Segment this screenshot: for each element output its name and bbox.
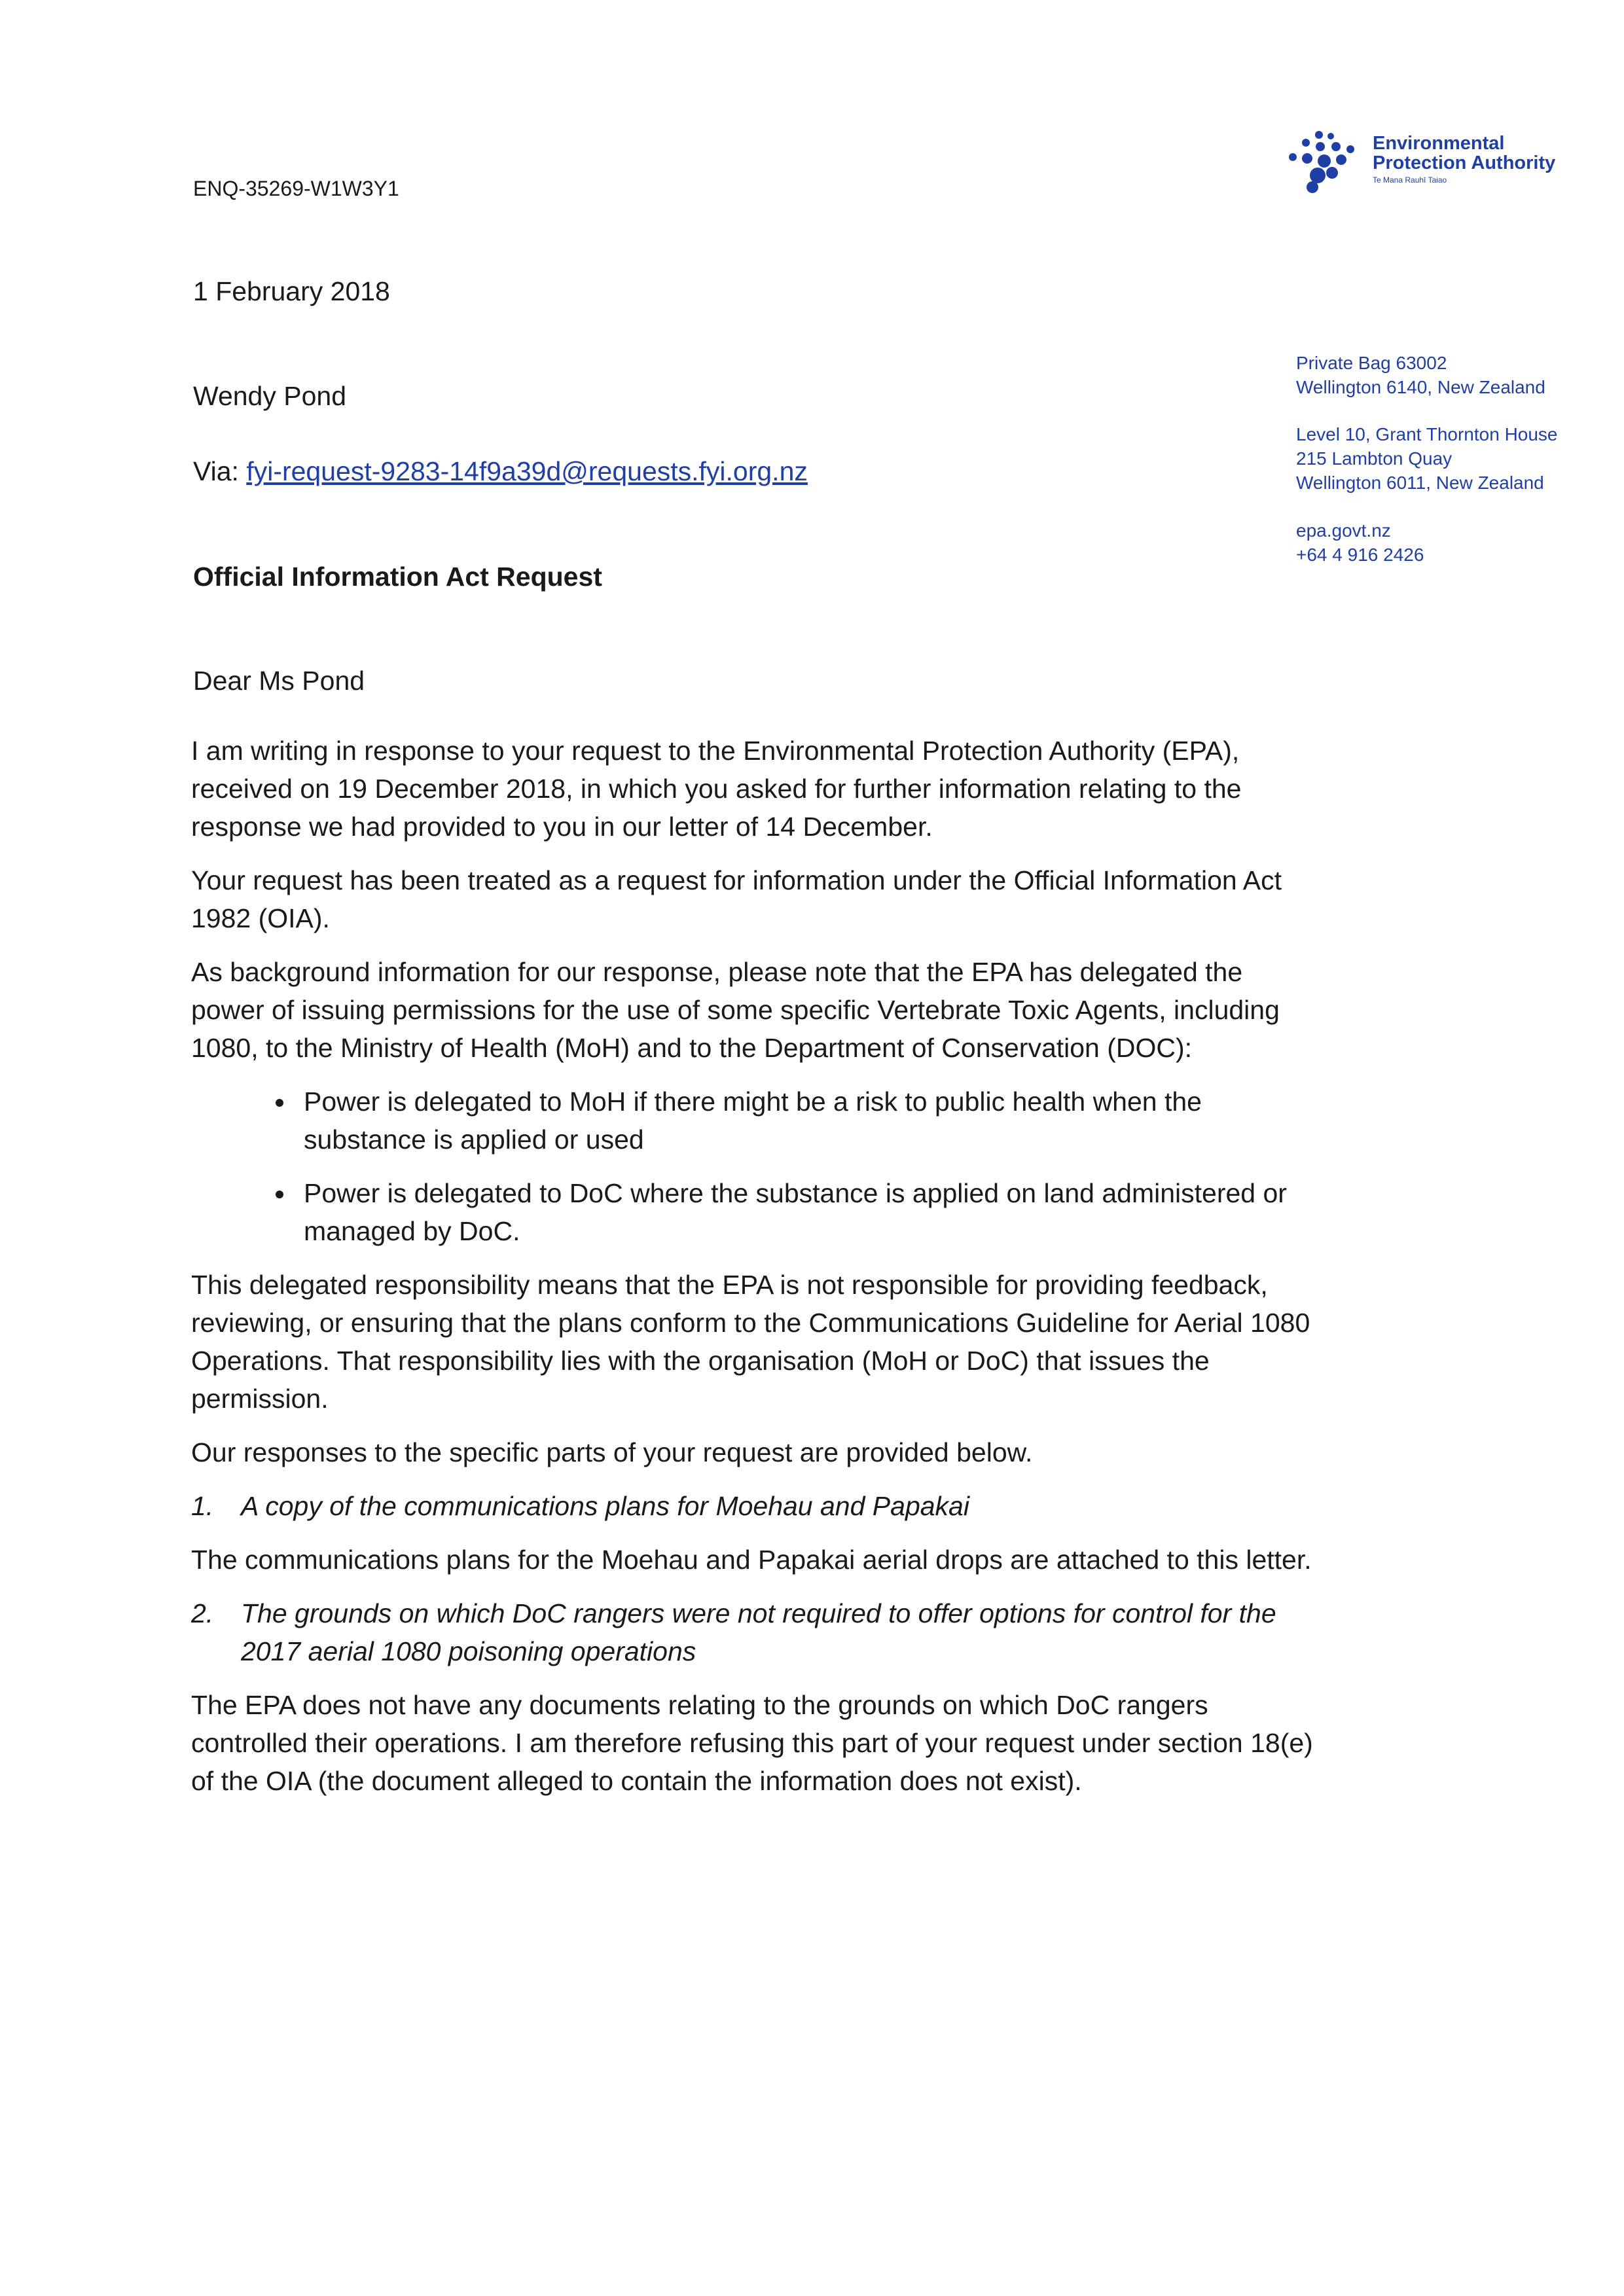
request-item-1 [191, 1487, 1317, 1525]
address-line: Private Bag 63002 [1296, 353, 1447, 373]
delegation-list [191, 1083, 1317, 1250]
phone-number: +64 4 916 2426 [1296, 545, 1424, 565]
item-text: The grounds on which DoC rangers were not required to offer options for control for the 2017 aerial 1080 poisoning operations [241, 1598, 1276, 1666]
request-item-2 [191, 1594, 1317, 1670]
logo-line-maori-name: Te Mana Rauhī Taiao [1373, 175, 1447, 185]
paragraph-background: As background information for our response, please note that the EPA has delegated the power of issuing permissions for the use of some specific Vertebrate Toxic Agents, including 1080, to the Ministry of Health (MoH) and to the Department of Conservation (DOC): [191, 957, 1280, 1063]
via-label: Via: [193, 456, 239, 486]
postal-address [1296, 351, 1604, 399]
salutation: Dear Ms Pond [193, 666, 365, 696]
website-link[interactable]: epa.govt.nz [1296, 520, 1391, 541]
recipient-name: Wendy Pond [193, 381, 347, 411]
list-item: • Power is delegated to DoC where the substance is applied on land administered or managed by DoC. [296, 1174, 1317, 1250]
paragraph-response-1: The communications plans for the Moehau and Papakai aerial drops are attached to this letter. [191, 1545, 1312, 1575]
paragraph-intro: I am writing in response to your request to the Environmental Protection Authority (EPA), received on 19 December 2018, in which you asked for further information relating to the response we had provided to you in our letter of 14 December. [191, 736, 1242, 842]
address-line: 215 Lambton Quay [1296, 448, 1453, 469]
letter-date: 1 February 2018 [193, 276, 390, 306]
paragraph-oia: Your request has been treated as a request for information under the Official Information Act 1982 (OIA). [191, 865, 1282, 933]
list-item: • Power is delegated to MoH if there might be a risk to public health when the substance is applied or used [296, 1083, 1317, 1158]
via-line [193, 456, 808, 487]
epa-logo-wordmark [1373, 134, 1555, 184]
address-line: Level 10, Grant Thornton House [1296, 424, 1558, 444]
logo-line-protection-authority: Protection Authority [1373, 152, 1556, 174]
letter-subject: Official Information Act Request [193, 562, 602, 592]
address-line: Wellington 6140, New Zealand [1296, 377, 1545, 397]
item-number: 1. [191, 1491, 214, 1521]
item-text: A copy of the communications plans for Moehau and Papakai [241, 1491, 969, 1521]
epa-logo [1286, 130, 1568, 195]
reference-number: ENQ-35269-W1W3Y1 [193, 177, 399, 200]
paragraph-response-2: The EPA does not have any documents relating to the grounds on which DoC rangers controlled their operations. I am therefore refusing this part of your request under section 18(e) of the OIA (the document alleged to contain the information does not exist). [191, 1690, 1313, 1796]
paragraph-responses-intro: Our responses to the specific parts of your request are provided below. [191, 1437, 1033, 1467]
letter-body [191, 732, 1317, 1816]
recipient-email-link[interactable]: fyi-request-9283-14f9a39d@requests.fyi.org.nz [246, 456, 808, 486]
contact-details [1296, 518, 1604, 567]
paragraph-responsibility: This delegated responsibility means that the EPA is not responsible for providing feedback, reviewing, or ensuring that the plans conform to the Communications Guideline for Aerial 1080 Operations. That responsibility lies with the organisation (MoH or DoC) that issues the permission. [191, 1270, 1310, 1414]
street-address [1296, 422, 1604, 495]
epa-logo-icon [1286, 130, 1362, 195]
address-line: Wellington 6011, New Zealand [1296, 473, 1544, 493]
logo-line-environmental: Environmental [1373, 133, 1505, 154]
item-number: 2. [191, 1598, 214, 1628]
